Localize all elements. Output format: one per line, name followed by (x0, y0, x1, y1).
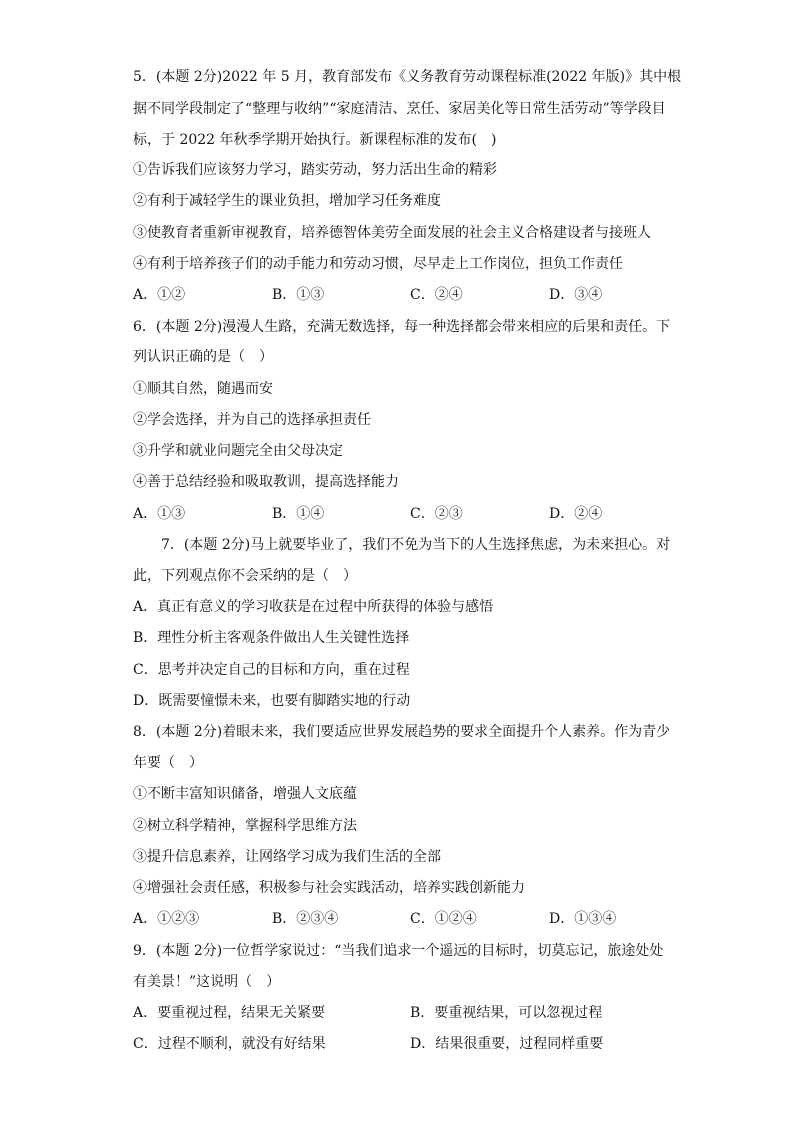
q9-option-d[interactable]: D．结果很重要，过程同样重要 (410, 1036, 604, 1052)
q5-options (133, 286, 663, 304)
q8-option-c[interactable]: C．①②④ (410, 911, 477, 927)
q5-option-c[interactable]: C．②④ (410, 287, 463, 303)
q8-stem-line-1: 8．(本题 2分)着眼未来，我们要适应世界发展趋势的要求全面提升个人素养。作为青少 (133, 724, 671, 740)
q5-statement-2: ②有利于减轻学生的课业负担，增加学习任务难度 (133, 193, 441, 209)
q6-stem-line-2: 列认识正确的是（ ） (133, 349, 273, 365)
q8-option-a[interactable]: A．①②③ (133, 911, 200, 927)
q7-choice-b[interactable]: B．理性分析主客观条件做出人生关键性选择 (133, 630, 410, 646)
q5-option-d[interactable]: D．③④ (549, 287, 603, 303)
q9-option-c[interactable]: C．过程不顺利，就没有好结果 (133, 1036, 326, 1052)
q8-stem-line-2: 年要（ ） (133, 755, 203, 771)
q7-stem-line-2: 此，下列观点你不会采纳的是（ ） (133, 568, 357, 584)
q8-statement-3: ③提升信息素养，让网络学习成为我们生活的全部 (133, 849, 441, 865)
q6-stem-line-1: 6．(本题 2分)漫漫人生路，充满无数选择，每一种选择都会带来相应的后果和责任。下 (133, 319, 671, 335)
q9-options-row-1 (133, 1004, 663, 1022)
q9-stem-line-2: 有美景！”这说明（ ） (133, 974, 281, 990)
q7-choice-c[interactable]: C．思考并决定自己的目标和方向，重在过程 (133, 662, 410, 678)
q6-statement-1: ①顺其自然，随遇而安 (133, 381, 273, 397)
q8-option-b[interactable]: B．②③④ (272, 911, 339, 927)
q6-statement-4: ④善于总结经验和吸取教训，提高选择能力 (133, 474, 399, 490)
q7-choice-d[interactable]: D．既需要憧憬未来，也要有脚踏实地的行动 (133, 693, 411, 709)
q5-option-a[interactable]: A．①② (133, 287, 186, 303)
q9-option-b[interactable]: B．要重视结果，可以忽视过程 (410, 1005, 603, 1021)
q5-stem-line-2: 据不同学段制定了“整理与收纳”“家庭清洁、烹任、家居美化等日常生活劳动”等学段目 (133, 101, 666, 117)
q9-options-row-2 (133, 1035, 663, 1053)
q6-option-b[interactable]: B．①④ (272, 506, 325, 522)
q6-option-d[interactable]: D．②④ (549, 506, 603, 522)
q6-statement-2: ②学会选择，并为自己的选择承担责任 (133, 412, 371, 428)
q6-statement-3: ③升学和就业问题完全由父母决定 (133, 443, 343, 459)
q5-option-b[interactable]: B．①③ (272, 287, 325, 303)
q8-statement-1: ①不断丰富知识储备，增强人文底蕴 (133, 786, 357, 802)
q9-stem-line-1: 9．(本题 2分)一位哲学家说过：“当我们追求一个遥远的目标时，切莫忘记，旅途处处 (133, 943, 664, 959)
q6-option-c[interactable]: C．②③ (410, 506, 463, 522)
q8-statement-2: ②树立科学精神，掌握科学思维方法 (133, 818, 357, 834)
q6-options (133, 505, 663, 523)
q5-statement-3: ③使教育者重新审视教育，培养德智体美劳全面发展的社会主义合格建设者与接班人 (133, 225, 651, 241)
q5-stem-line-3: 标，于 2022 年秋季学期开始执行。新课程标准的发布( ) (133, 132, 497, 148)
q9-option-a[interactable]: A．要重视过程，结果无关紧要 (133, 1005, 326, 1021)
q7-stem-line-1: 7．(本题 2分)马上就要毕业了，我们不免为当下的人生选择焦虑，为未来担心。对 (161, 537, 671, 553)
q5-stem-line-1: 5．(本题 2分)2022 年 5 月，教育部发布《义务教育劳动课程标准(2022 年版)》其中根 (133, 69, 682, 85)
q7-choice-a[interactable]: A．真正有意义的学习收获是在过程中所获得的体验与感悟 (133, 599, 494, 615)
q8-option-d[interactable]: D．①③④ (549, 911, 617, 927)
q8-options (133, 910, 663, 928)
q5-statement-1: ①告诉我们应该努力学习，踏实劳动，努力活出生命的精彩 (133, 162, 497, 178)
q8-statement-4: ④增强社会责任感，积极参与社会实践活动，培养实践创新能力 (133, 880, 525, 896)
q5-statement-4: ④有利于培养孩子们的动手能力和劳动习惯，尽早走上工作岗位，担负工作责任 (133, 256, 623, 272)
q6-option-a[interactable]: A．①③ (133, 506, 186, 522)
